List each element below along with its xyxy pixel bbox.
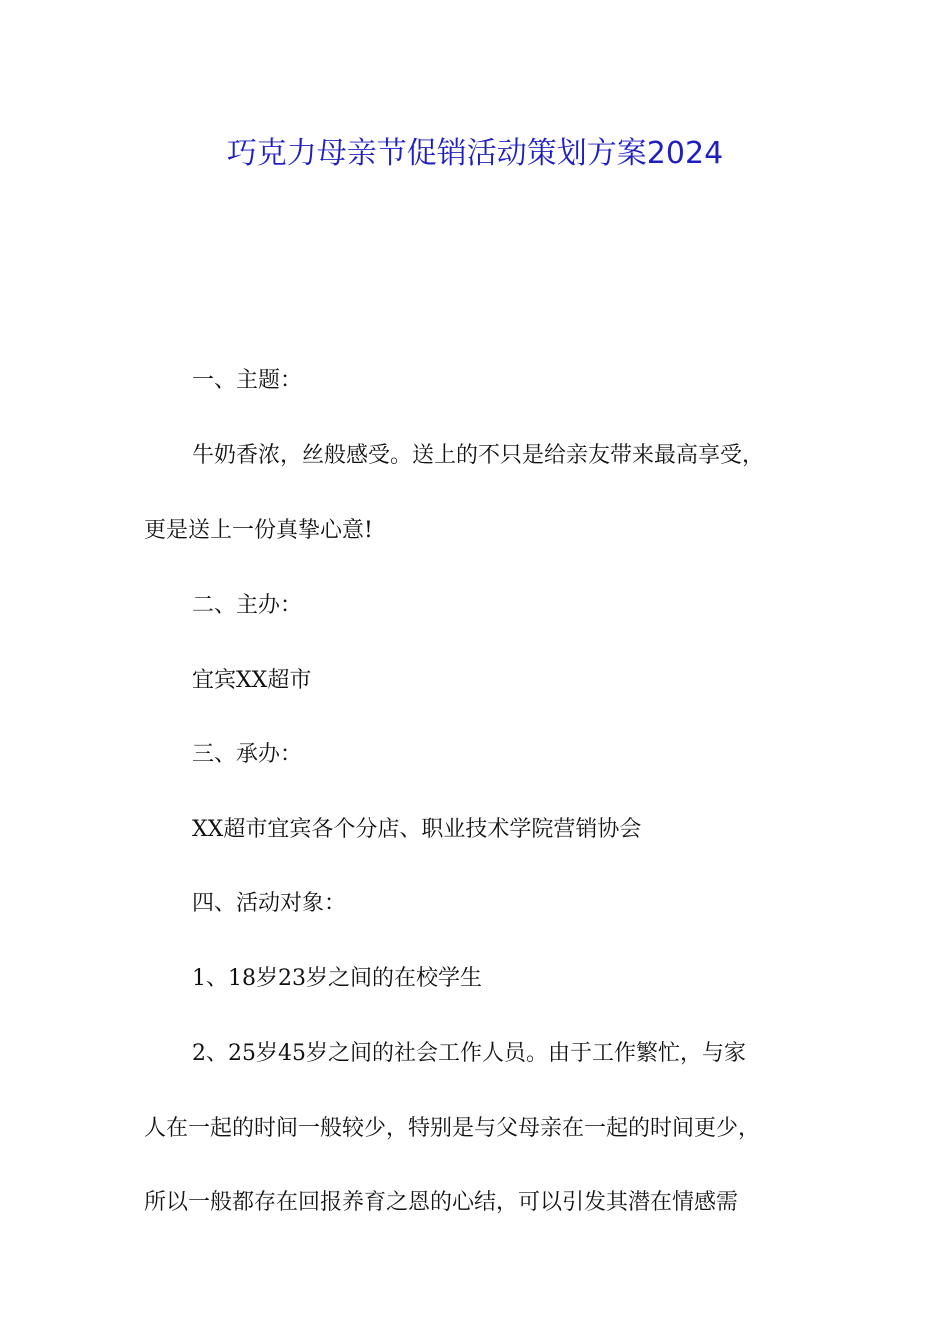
list-item: 2、25岁45岁之间的社会工作人员。由于工作繁忙，与家 (192, 1041, 746, 1066)
paragraph-line: XX超市宜宾各个分店、职业技术学院营销协会 (192, 817, 642, 842)
section-heading-audience: 四、活动对象： (192, 891, 347, 916)
paragraph-line: 更是送上一份真挚心意! (144, 518, 373, 543)
paragraph-line: 人在一起的时间一般较少，特别是与父母亲在一起的时间更少， (144, 1116, 761, 1141)
section-heading-co-organizer: 三、承办： (192, 742, 303, 767)
paragraph-line: 宜宾XX超市 (192, 668, 312, 693)
paragraph-line: 所以一般都存在回报养育之恩的心结，可以引发其潜在情感需 (144, 1190, 739, 1215)
document-title: 巧克力母亲节促销活动策划方案2024 (226, 136, 724, 171)
section-heading-theme: 一、主题： (192, 368, 303, 393)
list-item: 1、18岁23岁之间的在校学生 (192, 966, 482, 991)
section-heading-organizer: 二、主办： (192, 593, 303, 618)
document-body (144, 0, 814, 1344)
paragraph-line: 牛奶香浓，丝般感受。送上的不只是给亲友带来最高享受， (192, 443, 765, 468)
